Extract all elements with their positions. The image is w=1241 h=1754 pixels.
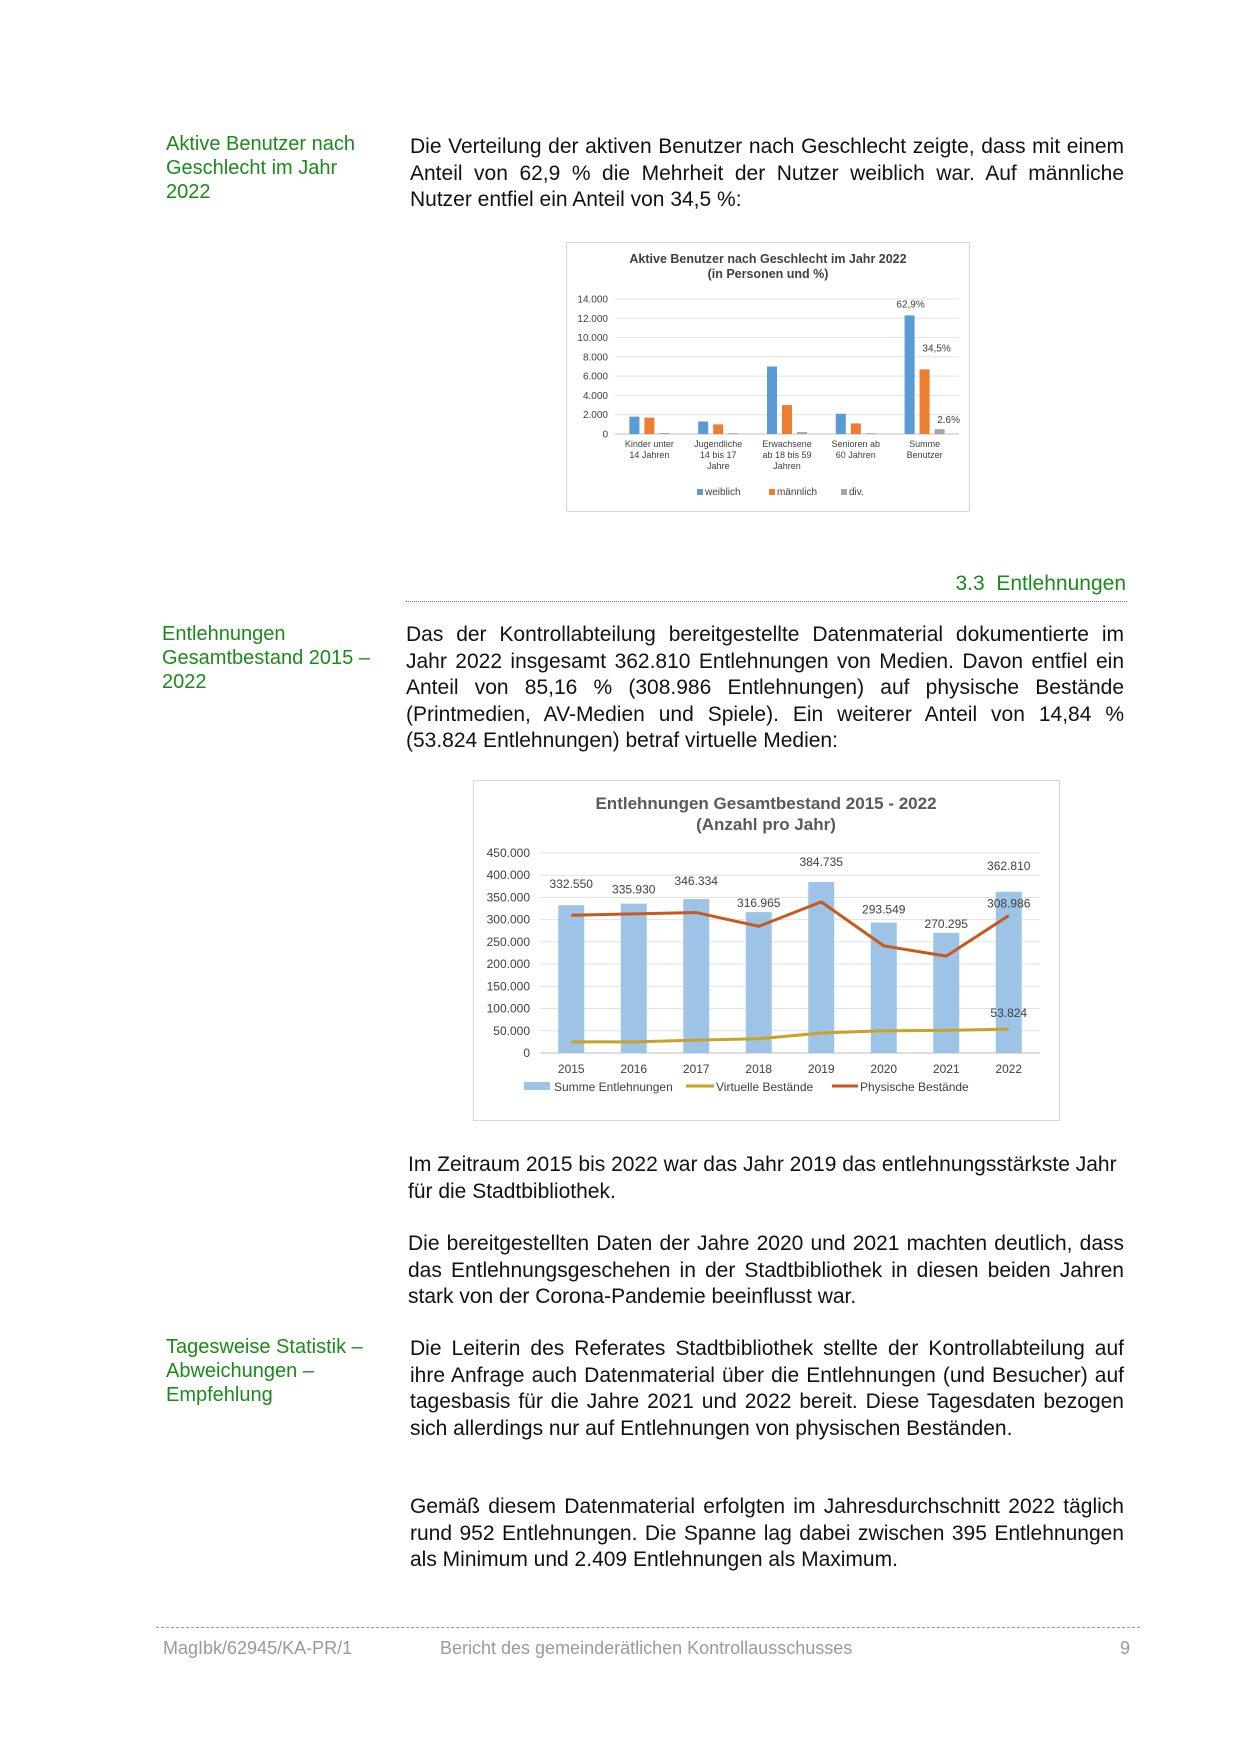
section-number: 3.3 (955, 572, 985, 595)
section-divider (406, 601, 1127, 602)
chart-gender-box (566, 242, 970, 512)
chart-title: Entlehnungen Gesamtbestand 2015 - 2022 (595, 794, 937, 813)
bar-weiblich (905, 315, 915, 434)
paragraph-peak-year: Im Zeitraum 2015 bis 2022 war das Jahr 2019 das entlehnungsstärkste Jahr für die Stadtbibliothek. (408, 1153, 1117, 1203)
x-tick-label: 2018 (745, 1062, 773, 1076)
legend-label: Physische Bestände (860, 1080, 969, 1094)
section-heading (930, 572, 1126, 596)
x-tick-label: Benutzer (906, 450, 943, 460)
x-tick-label: 60 Jahren (835, 450, 876, 460)
bar-summe-entlehnungen (621, 904, 647, 1053)
legend-label: Virtuelle Bestände (716, 1080, 814, 1094)
y-tick-label: 12.000 (577, 313, 608, 325)
bar-data-label: 346.334 (674, 874, 718, 889)
section-title: Entlehnungen (996, 572, 1126, 595)
chart-loans (474, 781, 1059, 1120)
y-tick-label: 350.000 (486, 890, 530, 905)
y-tick-label: 6.000 (582, 371, 608, 383)
margin-note-daily: Tagesweise Statistik – Abweichungen – Empfehlung (166, 1336, 363, 1406)
legend-label: männlich (777, 487, 818, 498)
legend-label: weiblich (705, 487, 741, 498)
x-tick-label: 2019 (807, 1062, 835, 1076)
x-tick-label: Senioren ab (831, 439, 881, 449)
y-tick-label: 50.000 (493, 1023, 530, 1038)
y-tick-label: 0 (602, 429, 608, 441)
bar-div. (866, 433, 876, 434)
y-tick-label: 400.000 (486, 868, 530, 883)
x-tick-label: 2021 (932, 1062, 960, 1076)
bar-data-label: 362.810 (987, 858, 1031, 873)
chart-title: Aktive Benutzer nach Geschlecht im Jahr 2022 (629, 252, 907, 266)
y-tick-label: 450.000 (486, 846, 530, 860)
x-tick-label: Kinder unter (624, 439, 674, 449)
chart-gender (567, 243, 969, 511)
margin-note-gender: Aktive Benutzer nach Geschlecht im Jahr 2022 (166, 133, 355, 203)
legend-label: div. (849, 487, 864, 498)
x-tick-label: 2015 (557, 1062, 585, 1076)
chart-loans-box (473, 780, 1060, 1121)
bar-männlich (920, 369, 930, 434)
bar-div. (935, 429, 945, 434)
bar-weiblich (836, 414, 846, 434)
x-tick-label: ab 18 bis 59 (762, 450, 812, 460)
footer-title: Bericht des gemeinderätlichen Kontrollausschusses (440, 1638, 853, 1658)
margin-note-loans: Entlehnungen Gesamtbestand 2015 – 2022 (162, 623, 370, 693)
y-tick-label: 300.000 (486, 912, 530, 927)
bar-weiblich (767, 367, 777, 435)
bar-data-label: 316.965 (737, 896, 781, 911)
paragraph-daily-average: Gemäß diesem Datenmaterial erfolgten im Jahresdurchschnitt 2022 täglich rund 952 Entlehnungen. Die Spanne lag dabei zwischen 395 Entlehnungen als Minimum und 2.409 Entlehnungen als Maximum. (410, 1495, 1124, 1571)
y-tick-label: 8.000 (582, 352, 608, 364)
bar-data-label: 270.295 (924, 916, 968, 931)
paragraph-daily: Die Leiterin des Referates Stadtbibliothek stellte der Kontrollabteilung auf ihre Anfrage auch Datenmaterial über die Entlehnungen (und Besucher) auf tagesbasis für die Jahre 2021 und 2022 bereit. Diese Tagesdaten bezogen sich allerdings nur auf Entlehnungen von physischen Beständen. (410, 1337, 1124, 1440)
line-data-label-virtuell: 53.824 (990, 1006, 1028, 1021)
bar-summe-entlehnungen (746, 912, 772, 1053)
chart-subtitle: (Anzahl pro Jahr) (696, 815, 836, 834)
y-tick-label: 100.000 (486, 1001, 530, 1016)
bar-summe-entlehnungen (683, 899, 709, 1053)
y-tick-label: 14.000 (577, 294, 608, 306)
bar-männlich (782, 405, 792, 434)
paragraph-gender: Die Verteilung der aktiven Benutzer nach Geschlecht zeigte, dass mit einem Anteil von 62,9 % die Mehrheit der Nutzer weiblich war. Auf männliche Nutzer entfiel ein Anteil von 34,5 %: (410, 135, 1124, 211)
x-tick-label: 2016 (620, 1062, 648, 1076)
bar-summe-entlehnungen (558, 905, 584, 1053)
x-tick-label: Erwachsene (762, 439, 812, 449)
legend-label: Summe Entlehnungen (554, 1080, 673, 1094)
y-tick-label: 200.000 (486, 957, 530, 972)
bar-männlich (713, 424, 723, 434)
x-tick-label: 2022 (995, 1062, 1023, 1076)
x-tick-label: 14 Jahren (629, 450, 670, 460)
y-tick-label: 2.000 (582, 410, 608, 422)
y-tick-label: 4.000 (582, 390, 608, 402)
x-tick-label: Summe (909, 439, 941, 449)
bar-data-label: 332.550 (549, 877, 593, 892)
y-tick-label: 250.000 (486, 934, 530, 949)
bar-weiblich (698, 421, 708, 434)
line-data-label-physisch: 308.986 (987, 896, 1031, 911)
x-tick-label: 2017 (682, 1062, 710, 1076)
y-tick-label: 10.000 (577, 333, 608, 345)
legend-swatch-männlich (769, 489, 775, 495)
legend-swatch-div. (841, 489, 847, 495)
y-tick-label: 0 (523, 1046, 530, 1060)
bar-männlich (851, 423, 861, 434)
x-tick-label: Jahren (773, 461, 801, 471)
chart-subtitle: (in Personen und %) (707, 267, 829, 281)
legend-swatch-summe (524, 1082, 550, 1090)
legend-swatch-weiblich (697, 489, 703, 495)
x-tick-label: 2020 (870, 1062, 898, 1076)
paragraph-pandemic: Die bereitgestellten Daten der Jahre 2020 und 2021 machten deutlich, dass das Entlehnungsgeschehen in der Stadtbibliothek in diesen beiden Jahren stark von der Corona-Pandemie beeinflusst war. (408, 1232, 1124, 1308)
bar-summe-entlehnungen (871, 923, 897, 1053)
bar-data-label: 384.735 (799, 855, 843, 870)
bar-data-label: 335.930 (612, 882, 656, 897)
paragraph-loans: Das der Kontrollabteilung bereitgestellte Datenmaterial dokumentierte im Jahr 2022 insgesamt 362.810 Entlehnungen von Medien. Davon entfiel ein Anteil von 85,16 % (308.986 Entlehnungen) auf physische Bestände (Printmedien, AV-Medien und Spiele). Ein weiterer Anteil von 14,84 % (53.824 Entlehnungen) betraf virtuelle Medien: (406, 623, 1124, 752)
bar-weiblich (629, 417, 639, 434)
footer-divider (156, 1627, 1140, 1628)
x-tick-label: Jugendliche (694, 439, 743, 449)
footer-page-number: 9 (1119, 1638, 1130, 1658)
bar-div. (728, 433, 738, 434)
data-label: 34,5% (922, 343, 951, 355)
data-label: 62,9% (896, 299, 925, 311)
bar-data-label: 293.549 (862, 902, 906, 917)
footer-reference: MagIbk/62945/KA-PR/1 (163, 1638, 353, 1658)
bar-männlich (644, 418, 654, 434)
bar-div. (659, 433, 669, 434)
x-tick-label: 14 bis 17 (699, 450, 737, 460)
y-tick-label: 150.000 (486, 979, 530, 994)
data-label: 2.6% (937, 415, 960, 427)
x-tick-label: Jahre (706, 461, 730, 471)
bar-div. (797, 432, 807, 434)
